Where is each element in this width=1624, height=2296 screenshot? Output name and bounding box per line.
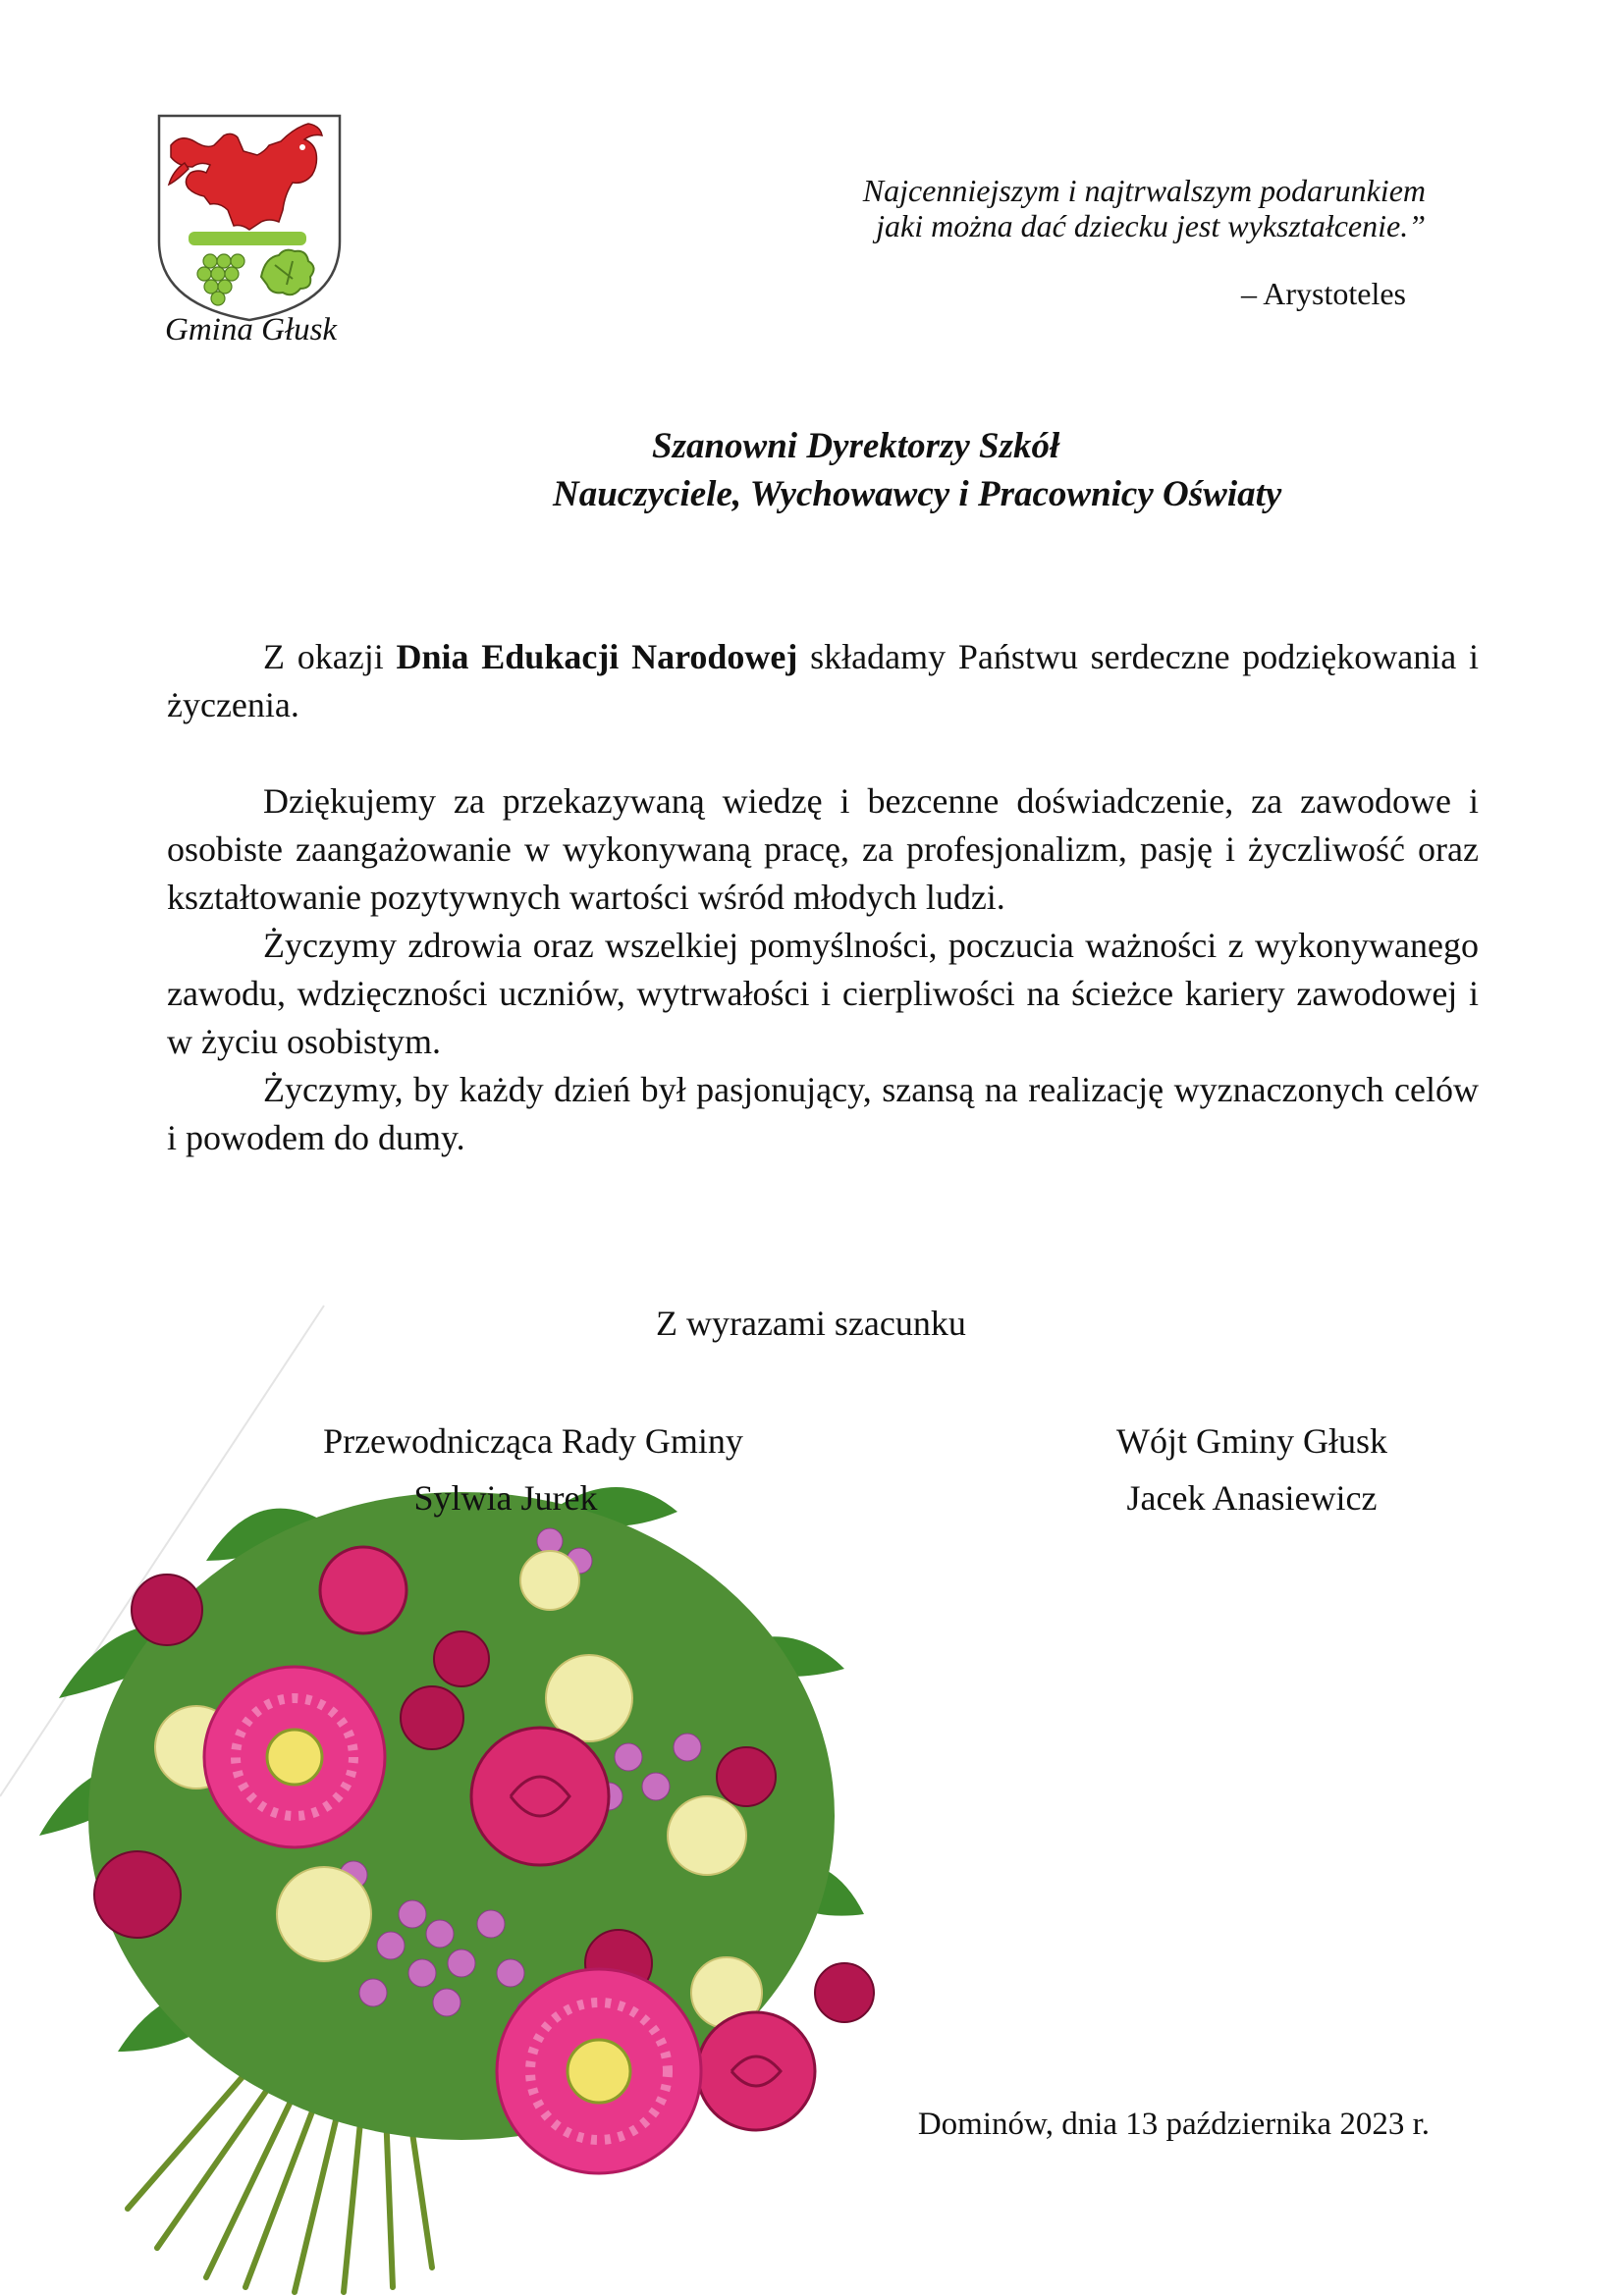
quote-author: – Arystoteles xyxy=(1241,276,1406,311)
coat-of-arms-graphic xyxy=(155,112,344,324)
signature-title: Wójt Gminy Głusk xyxy=(1116,1421,1387,1461)
paragraph-4: Życzymy, by każdy dzień był pasjonujący, szansą na realizację wyznaczonych celów i powodem do dumy. xyxy=(167,1070,1479,1157)
signature-mayor xyxy=(1080,1413,1424,1526)
place-and-date: Dominów, dnia 13 października 2023 r. xyxy=(917,2107,1430,2142)
salutation-line-1: Szanowni Dyrektorzy Szkół xyxy=(652,426,1060,466)
holiday-name: Dnia Edukacji Narodowej xyxy=(396,637,798,676)
signature-name: Jacek Anasiewicz xyxy=(1126,1478,1378,1518)
paragraph-1-end: składamy Państwu serdeczne podziękowania i życzenia. xyxy=(167,637,1479,724)
coat-of-arms-icon xyxy=(155,112,344,324)
crest-caption: Gmina Głusk xyxy=(165,312,338,347)
paragraph-1-start: Z okazji xyxy=(263,637,397,676)
closing-phrase: Z wyrazami szacunku xyxy=(656,1304,966,1343)
paragraph-3: Życzymy zdrowia oraz wszelkiej pomyślności, poczucia ważności z wykonywanego zawodu, wdzięczności uczniów, wytrwałości i cierpliwości na ścieżce kariery zawodowej i w życiu osobistym. xyxy=(167,926,1479,1061)
signature-name: Sylwia Jurek xyxy=(413,1478,598,1518)
salutation-line-2: Nauczyciele, Wychowawcy i Pracownicy Oświaty xyxy=(553,474,1282,514)
epigraph-quote xyxy=(766,173,1426,243)
paragraph-2: Dziękujemy za przekazywaną wiedzę i bezcenne doświadczenie, za zawodowe i osobiste zaangażowanie w wykonywaną pracę, za profesjonalizm, pasję i życzliwość oraz kształtowanie pozytywnych wartości wśród młodych ludzi. xyxy=(167,781,1479,917)
quote-line-2: jaki można dać dziecku jest wykształcenie.” xyxy=(876,208,1426,243)
green-band-icon xyxy=(189,232,306,245)
paragraph-1 xyxy=(167,633,1479,729)
quote-line-1: Najcenniejszym i najtrwalszym podarunkiem xyxy=(862,173,1426,208)
signature-title: Przewodnicząca Rady Gminy xyxy=(323,1421,743,1461)
letter-body xyxy=(167,633,1479,1162)
signature-council-chair xyxy=(295,1413,772,1526)
bull-eye-icon xyxy=(299,144,305,150)
